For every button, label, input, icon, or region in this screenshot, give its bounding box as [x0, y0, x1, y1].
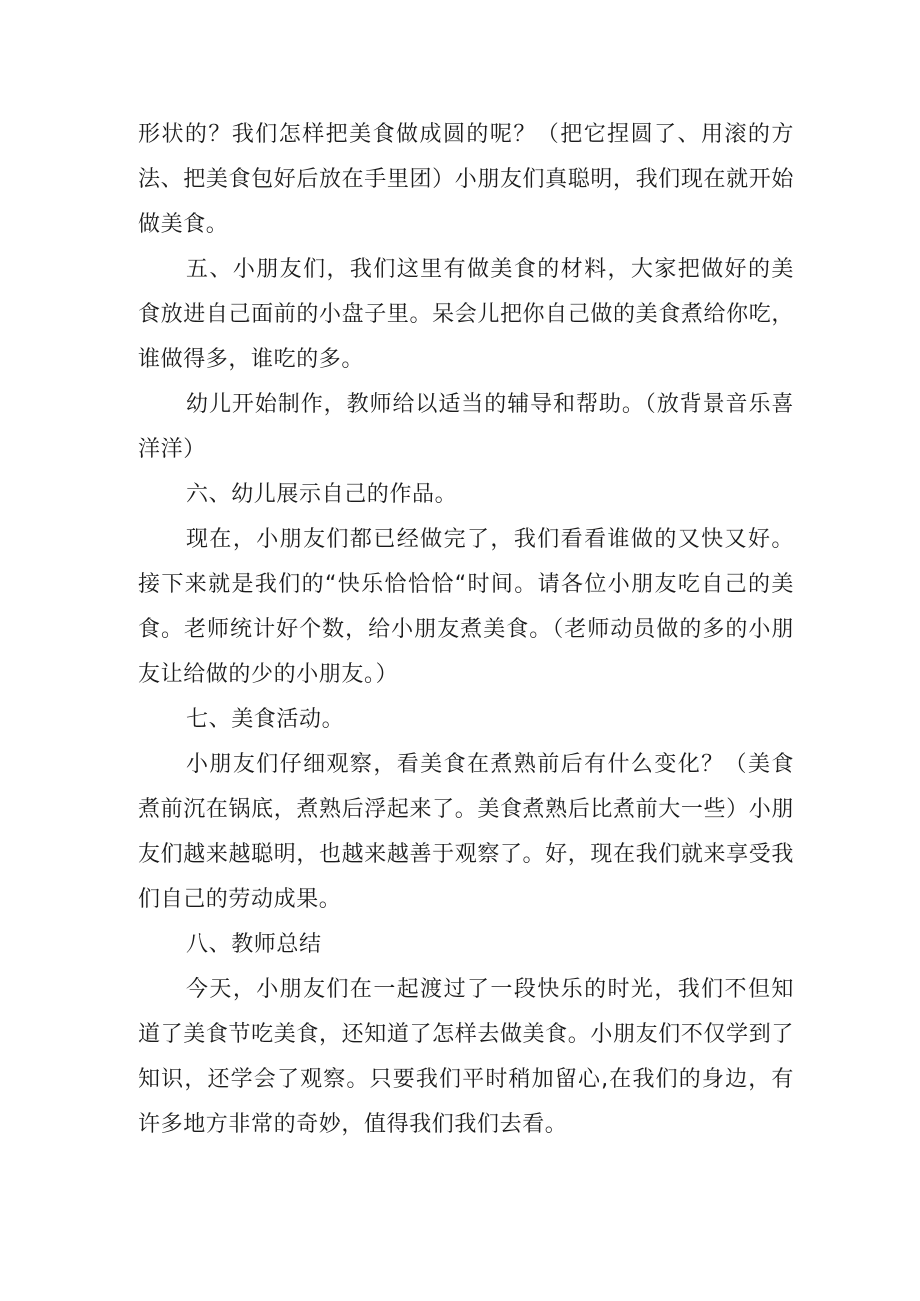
heading-step-seven: 七、美食活动。 [186, 707, 345, 732]
paragraph-step-five: 五、小朋友们，我们这里有做美食的材料，大家把做好的美食放进自己面前的小盘子里。呆会儿把你自己做的美食煮给你吃，谁做得多，谁吃的多。 [138, 257, 794, 372]
document-body [138, 112, 794, 1147]
paragraph-observation: 小朋友们仔细观察，看美食在煮熟前后有什么变化？（美食煮前沉在锅底，煮熟后浮起来了。美食煮熟后比煮前大一些）小朋友们越来越聪明，也越来越善于观察了。好，现在我们就来享受我们自己的劳动成果。 [138, 752, 794, 912]
paragraph-summary: 今天，小朋友们在一起渡过了一段快乐的时光，我们不但知道了美食节吃美食，还知道了怎样去做美食。小朋友们不仅学到了知识，还学会了观察。只要我们平时稍加留心,在我们的身边，有许多地方非常的奇妙，值得我们我们去看。 [138, 977, 794, 1137]
heading-step-eight: 八、教师总结 [186, 932, 322, 957]
paragraph-children-making: 幼儿开始制作，教师给以适当的辅导和帮助。（放背景音乐喜洋洋） [138, 392, 794, 462]
paragraph-continuation: 形状的？我们怎样把美食做成圆的呢？（把它捏圆了、用滚的方法、把美食包好后放在手里团）小朋友们真聪明，我们现在就开始做美食。 [138, 122, 794, 237]
paragraph-showcase: 现在，小朋友们都已经做完了，我们看看谁做的又快又好。接下来就是我们的“快乐恰恰恰“时间。请各位小朋友吃自己的美食。老师统计好个数，给小朋友煮美食。（老师动员做的多的小朋友让给做的少的小朋友。） [138, 527, 794, 687]
heading-step-six: 六、幼儿展示自己的作品。 [186, 482, 458, 507]
